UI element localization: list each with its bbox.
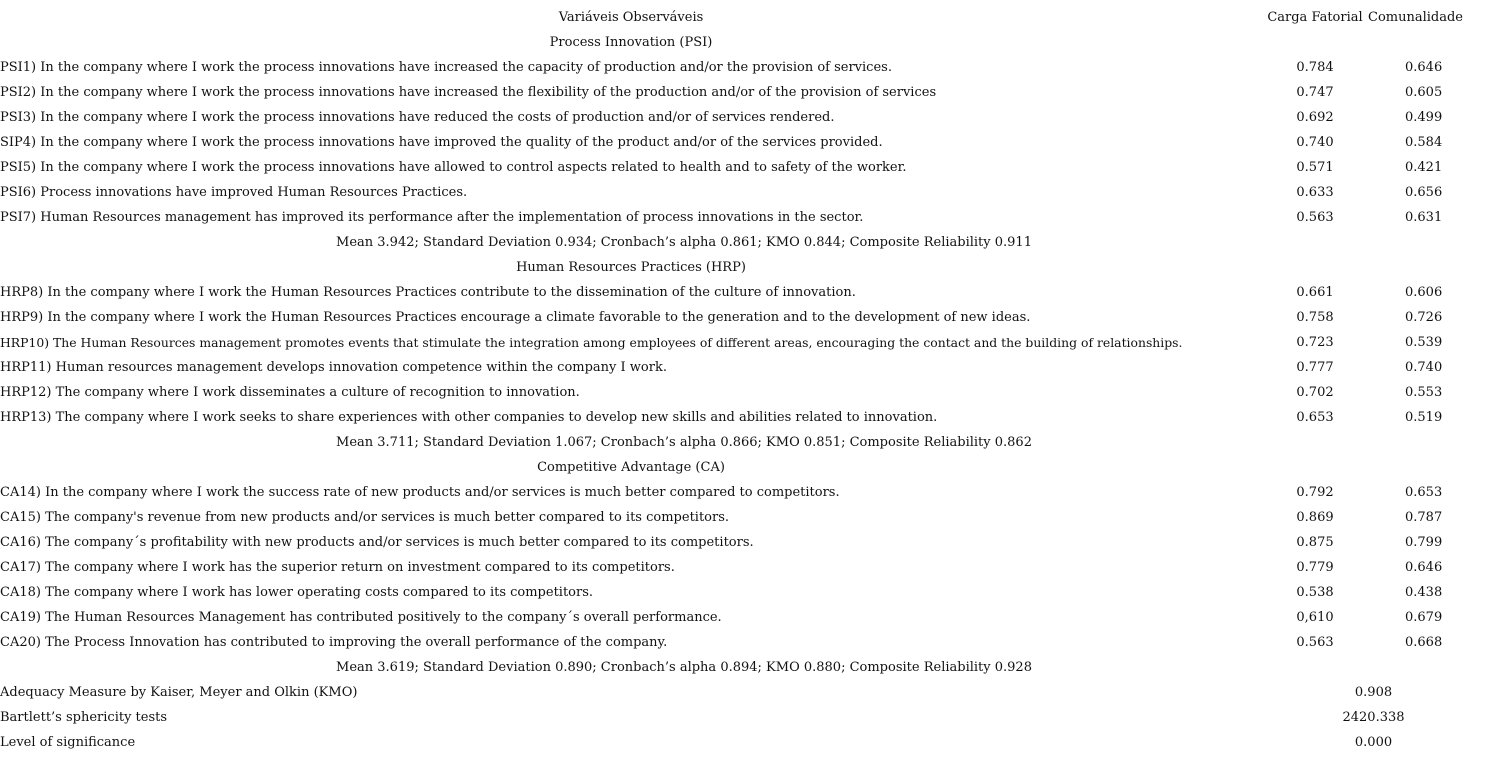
item-loading: 0.779 — [1296, 560, 1334, 575]
item-label: CA18) The company where I work has lower operating costs compared to its competitors. — [0, 585, 594, 600]
item-label: PSI3) In the company where I work the process innovations have reduced the costs of production and/or of services rendered. — [0, 110, 835, 125]
item-label: PSI5) In the company where I work the process innovations have allowed to control aspects related to health and to safety of the worker. — [0, 160, 907, 175]
stat-row-significance — [0, 730, 1485, 755]
table-row — [0, 530, 1485, 555]
item-communality: 0.679 — [1405, 610, 1443, 625]
table-row — [0, 130, 1485, 155]
section-summary-row — [0, 230, 1485, 255]
item-loading: 0.875 — [1296, 535, 1334, 550]
table-row — [0, 355, 1485, 380]
table-row — [0, 405, 1485, 430]
table-row — [0, 280, 1485, 305]
table-row — [0, 480, 1485, 505]
section-title-row — [0, 255, 1485, 280]
stat-value: 0.000 — [1354, 735, 1393, 750]
factor-analysis-table — [0, 5, 1485, 755]
table-row — [0, 630, 1485, 655]
stat-value: 0.908 — [1354, 685, 1393, 700]
item-loading: 0.661 — [1296, 285, 1334, 300]
item-communality: 0.787 — [1405, 510, 1443, 525]
table-row — [0, 330, 1485, 355]
item-communality: 0.668 — [1405, 635, 1443, 650]
item-communality: 0.726 — [1405, 310, 1443, 325]
item-label: PSI2) In the company where I work the process innovations have increased the flexibility of the production and/or of the provision of services — [0, 85, 937, 100]
item-label: SIP4) In the company where I work the process innovations have improved the quality of the product and/or of the services provided. — [0, 135, 883, 150]
item-loading: 0.784 — [1296, 60, 1334, 75]
section-summary-ca: Mean 3.619; Standard Deviation 0.890; Cronbach’s alpha 0.894; KMO 0.880; Composite Reliability 0.928 — [336, 660, 1032, 675]
item-loading: 0.571 — [1296, 160, 1334, 175]
item-communality: 0.605 — [1405, 85, 1443, 100]
item-label: HRP8) In the company where I work the Human Resources Practices contribute to the dissemination of the culture of innovation. — [0, 285, 856, 300]
item-label: HRP11) Human resources management develops innovation competence within the company I work. — [0, 360, 667, 375]
item-loading: 0.723 — [1296, 335, 1334, 350]
item-label: CA16) The company´s profitability with new products and/or services is much better compared to its competitors. — [0, 535, 754, 550]
item-label: PSI7) Human Resources management has improved its performance after the implementation of process innovations in the sector. — [0, 210, 864, 225]
item-loading: 0.563 — [1296, 210, 1334, 225]
table-row — [0, 105, 1485, 130]
item-communality: 0.631 — [1405, 210, 1443, 225]
table-row — [0, 155, 1485, 180]
table-row — [0, 305, 1485, 330]
section-summary-row — [0, 430, 1485, 455]
item-communality: 0.653 — [1405, 485, 1443, 500]
item-loading: 0.777 — [1296, 360, 1334, 375]
header-factor-loading: Carga Fatorial — [1267, 10, 1363, 25]
item-communality: 0.606 — [1405, 285, 1443, 300]
item-label: HRP10) The Human Resources management promotes events that stimulate the integration among employees of different areas, encouraging the contact and the building of relationships. — [0, 335, 1183, 350]
item-loading: 0.538 — [1296, 585, 1334, 600]
stat-label: Level of significance — [0, 735, 136, 750]
header-variables: Variáveis Observáveis — [558, 10, 704, 25]
item-communality: 0.646 — [1405, 560, 1443, 575]
section-title-row — [0, 455, 1485, 480]
item-communality: 0.499 — [1405, 110, 1443, 125]
table-row — [0, 380, 1485, 405]
table-header-row — [0, 5, 1485, 30]
item-loading: 0.747 — [1296, 85, 1334, 100]
item-loading: 0.758 — [1296, 310, 1334, 325]
table-row — [0, 55, 1485, 80]
table-row — [0, 505, 1485, 530]
table-row — [0, 205, 1485, 230]
item-loading: 0.740 — [1296, 135, 1334, 150]
table-row — [0, 555, 1485, 580]
item-communality: 0.646 — [1405, 60, 1443, 75]
item-label: HRP12) The company where I work disseminates a culture of recognition to innovation. — [0, 385, 580, 400]
item-label: CA20) The Process Innovation has contributed to improving the overall performance of the company. — [0, 635, 668, 650]
header-communality: Comunalidade — [1368, 10, 1463, 25]
item-label: CA14) In the company where I work the success rate of new products and/or services is much better compared to competitors. — [0, 485, 840, 500]
item-communality: 0.553 — [1405, 385, 1443, 400]
item-loading: 0.692 — [1296, 110, 1334, 125]
item-label: HRP13) The company where I work seeks to share experiences with other companies to develop new skills and abilities related to innovation. — [0, 410, 938, 425]
stat-label: Adequacy Measure by Kaiser, Meyer and Olkin (KMO) — [0, 685, 358, 700]
section-summary-hrp: Mean 3.711; Standard Deviation 1.067; Cronbach’s alpha 0.866; KMO 0.851; Composite Reliability 0.862 — [336, 435, 1032, 450]
section-title-hrp: Human Resources Practices (HRP) — [516, 260, 746, 275]
section-title-psi: Process Innovation (PSI) — [549, 35, 713, 50]
item-label: PSI6) Process innovations have improved Human Resources Practices. — [0, 185, 468, 200]
item-communality: 0.656 — [1405, 185, 1443, 200]
item-label: PSI1) In the company where I work the process innovations have increased the capacity of production and/or the provision of services. — [0, 60, 892, 75]
section-summary-row — [0, 655, 1485, 680]
item-label: HRP9) In the company where I work the Human Resources Practices encourage a climate favorable to the generation and to the development of new ideas. — [0, 310, 1031, 325]
section-title-ca: Competitive Advantage (CA) — [537, 460, 725, 475]
item-communality: 0.539 — [1405, 335, 1443, 350]
item-communality: 0.421 — [1405, 160, 1443, 175]
item-communality: 0.584 — [1405, 135, 1443, 150]
section-title-row — [0, 30, 1485, 55]
item-label: CA15) The company's revenue from new products and/or services is much better compared to its competitors. — [0, 510, 730, 525]
item-communality: 0.519 — [1405, 410, 1443, 425]
item-loading: 0,610 — [1296, 610, 1334, 625]
item-loading: 0.792 — [1296, 485, 1334, 500]
item-loading: 0.563 — [1296, 635, 1334, 650]
section-summary-psi: Mean 3.942; Standard Deviation 0.934; Cronbach’s alpha 0.861; KMO 0.844; Composite Reliability 0.911 — [336, 235, 1032, 250]
item-label: CA17) The company where I work has the superior return on investment compared to its competitors. — [0, 560, 675, 575]
table-row — [0, 580, 1485, 605]
item-loading: 0.633 — [1296, 185, 1334, 200]
stat-row-kmo — [0, 680, 1485, 705]
table-row — [0, 605, 1485, 630]
table-row — [0, 80, 1485, 105]
item-label: CA19) The Human Resources Management has contributed positively to the company´s overall performance. — [0, 610, 722, 625]
stat-label: Bartlett’s sphericity tests — [0, 710, 168, 725]
item-communality: 0.438 — [1405, 585, 1443, 600]
item-loading: 0.702 — [1296, 385, 1334, 400]
stat-row-bartlett — [0, 705, 1485, 730]
item-communality: 0.740 — [1405, 360, 1443, 375]
item-communality: 0.799 — [1405, 535, 1443, 550]
stat-value: 2420.338 — [1342, 710, 1405, 725]
table-row — [0, 180, 1485, 205]
item-loading: 0.869 — [1296, 510, 1334, 525]
item-loading: 0.653 — [1296, 410, 1334, 425]
